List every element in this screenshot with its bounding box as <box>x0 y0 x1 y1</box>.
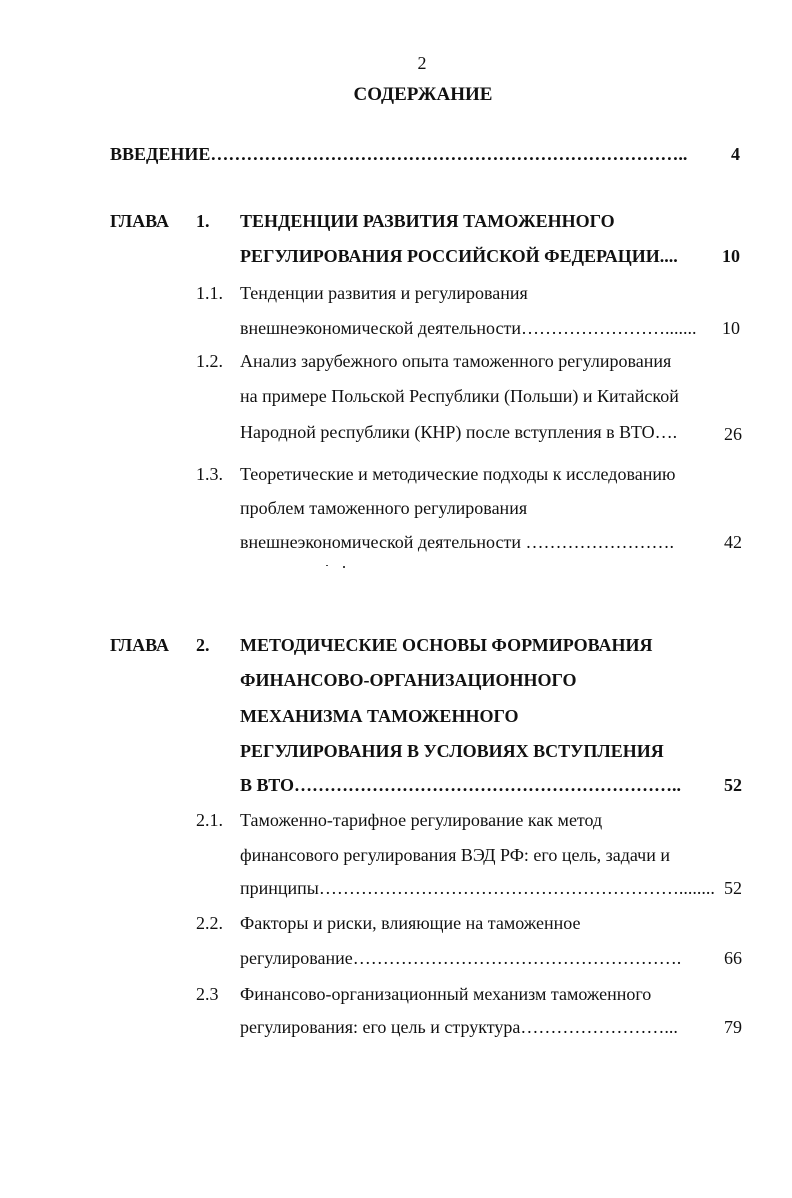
section-title-line: регулирования: его цель и структура……………………... <box>240 1017 678 1037</box>
page-number: 2 <box>417 53 427 73</box>
chapter-title-line: ФИНАНСОВО-ОРГАНИЗАЦИОННОГО <box>240 670 577 690</box>
chapter-page: 52 <box>724 775 742 795</box>
chapter-label: ГЛАВА <box>110 635 170 655</box>
section-number: 1.2. <box>196 351 223 371</box>
chapter-page: 10 <box>722 246 740 266</box>
section-title-line: Таможенно-тарифное регулирование как метод <box>240 810 603 830</box>
scan-speck <box>343 566 345 568</box>
section-title-line: Теоретические и методические подходы к исследованию <box>240 464 676 484</box>
intro-page: 4 <box>731 144 740 164</box>
section-title-line: на примере Польской Республики (Польши) и Китайской <box>240 386 679 406</box>
page-title: СОДЕРЖАНИЕ <box>353 84 493 105</box>
section-number: 2.3 <box>196 984 219 1004</box>
section-title-line: принципы……………………………………………………........ <box>240 878 715 898</box>
section-title-line: финансового регулирования ВЭД РФ: его цель, задачи и <box>240 845 671 865</box>
section-page: 42 <box>724 532 742 552</box>
section-page: 66 <box>724 948 742 968</box>
intro-title: ВВЕДЕНИЕ…………………………………………………………………….. <box>110 144 688 164</box>
section-title-line: регулирование………………………………………………. <box>240 948 682 968</box>
section-title-line: Народной республики (КНР) после вступления в ВТО…. <box>240 422 678 442</box>
section-title-line: Тенденции развития и регулирования <box>240 283 528 303</box>
scan-speck <box>326 565 328 566</box>
chapter-number: 1. <box>196 211 210 231</box>
section-number: 1.1. <box>196 283 223 303</box>
section-title-line: проблем таможенного регулирования <box>240 498 528 518</box>
section-page: 26 <box>724 424 742 444</box>
section-title-line: внешнеэкономической деятельности……………………....... <box>240 318 697 338</box>
chapter-label: ГЛАВА <box>110 211 170 231</box>
section-page: 52 <box>724 878 742 898</box>
section-title-line: Анализ зарубежного опыта таможенного регулирования <box>240 351 672 371</box>
section-page: 10 <box>722 318 740 338</box>
chapter-title-line: МЕТОДИЧЕСКИЕ ОСНОВЫ ФОРМИРОВАНИЯ <box>240 635 653 655</box>
chapter-title-line: ТЕНДЕНЦИИ РАЗВИТИЯ ТАМОЖЕННОГО <box>240 211 615 231</box>
chapter-title-line: РЕГУЛИРОВАНИЯ РОССИЙСКОЙ ФЕДЕРАЦИИ.... <box>240 246 678 266</box>
section-page: 79 <box>724 1017 742 1037</box>
section-number: 2.2. <box>196 913 223 933</box>
section-number: 1.3. <box>196 464 223 484</box>
section-title-line: Финансово-организационный механизм таможенного <box>240 984 652 1004</box>
section-number: 2.1. <box>196 810 223 830</box>
chapter-title-line: МЕХАНИЗМА ТАМОЖЕННОГО <box>240 706 519 726</box>
chapter-title-line: В ВТО……………………………………………………….. <box>240 775 682 795</box>
chapter-number: 2. <box>196 635 210 655</box>
section-title-line: Факторы и риски, влияющие на таможенное <box>240 913 581 933</box>
chapter-title-line: РЕГУЛИРОВАНИЯ В УСЛОВИЯХ ВСТУПЛЕНИЯ <box>240 741 664 761</box>
section-title-line: внешнеэкономической деятельности ……………………. <box>240 532 674 552</box>
